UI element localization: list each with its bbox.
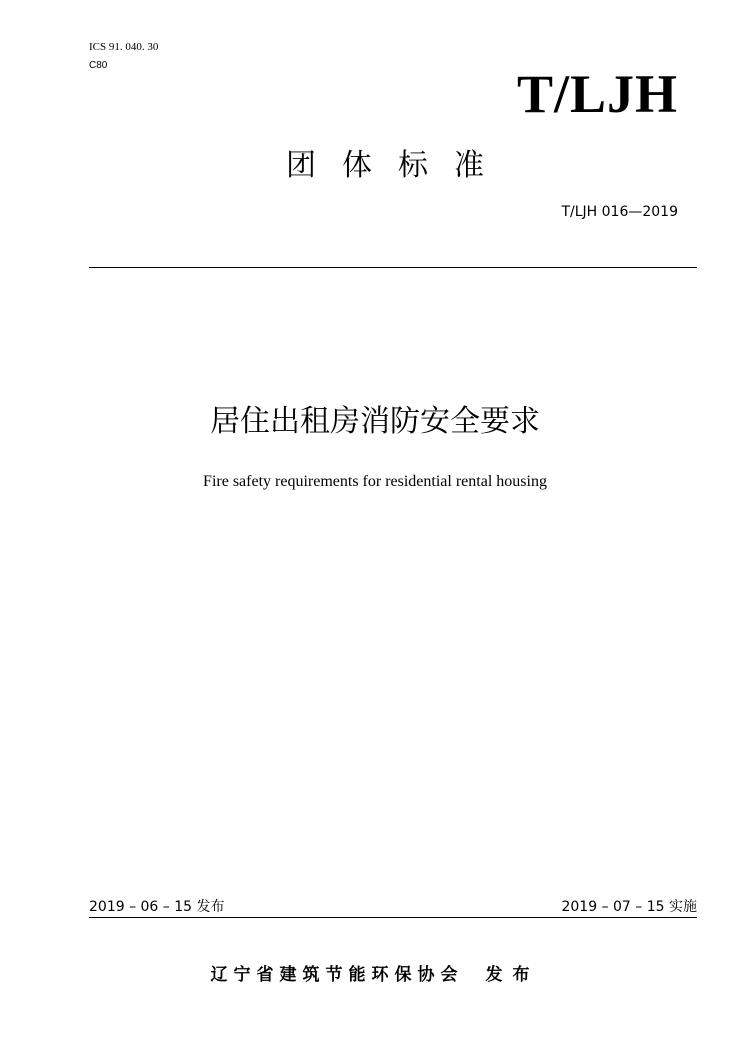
publish-date: 2019 – 06 – 15 发布 bbox=[89, 899, 225, 915]
ccs-code: C80 bbox=[89, 60, 108, 71]
bottom-divider bbox=[89, 917, 697, 918]
organization-mark: T/LJH bbox=[516, 64, 678, 124]
publisher-organization: 辽宁省建筑节能环保协会 bbox=[210, 965, 464, 985]
publisher-line bbox=[0, 963, 750, 987]
publisher-action: 发布 bbox=[485, 965, 540, 985]
standard-number: T/LJH 016—2019 bbox=[561, 204, 678, 220]
document-title-chinese: 居住出租房消防安全要求 bbox=[210, 404, 540, 439]
standard-type: 团体标准 bbox=[286, 148, 510, 183]
document-title-english: Fire safety requirements for residential rental housing bbox=[203, 473, 547, 490]
implementation-date: 2019 – 07 – 15 实施 bbox=[561, 899, 697, 915]
top-divider bbox=[89, 267, 697, 268]
ics-code: ICS 91. 040. 30 bbox=[89, 41, 159, 53]
